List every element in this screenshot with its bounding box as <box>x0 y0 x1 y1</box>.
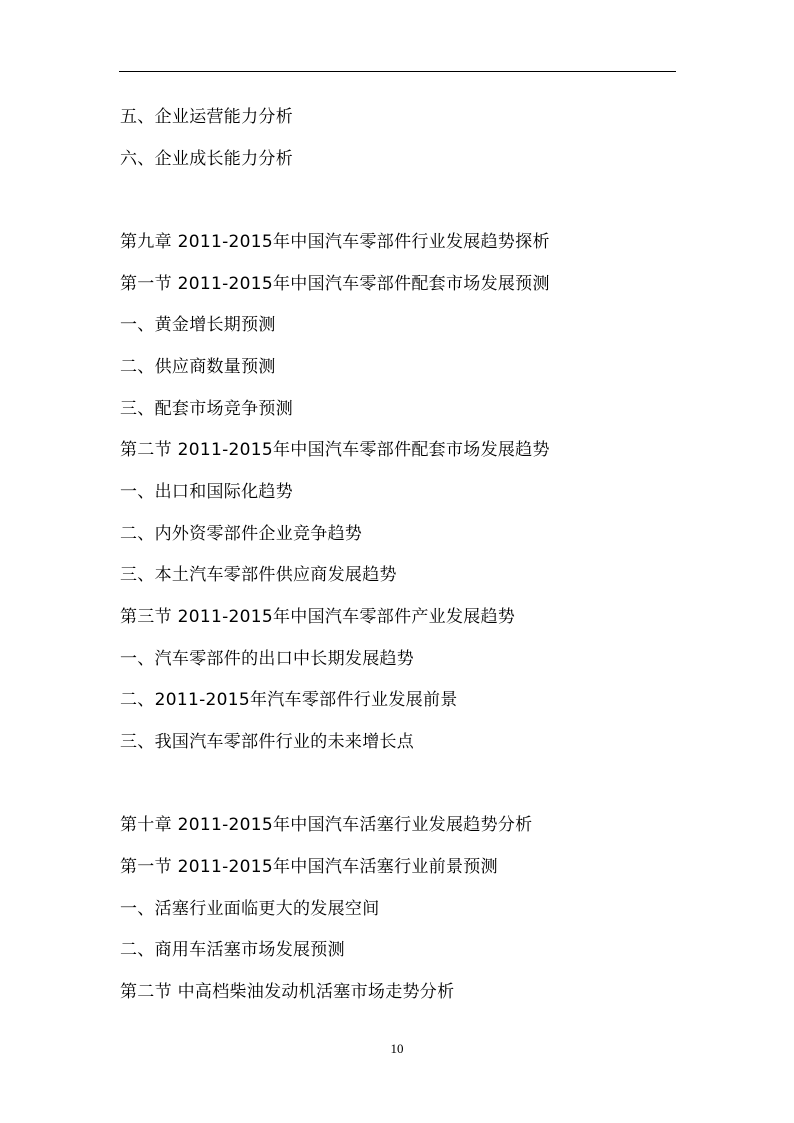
toc-section-heading: 第一节 2011-2015年中国汽车零部件配套市场发展预测 <box>120 274 550 294</box>
toc-section-heading: 第二节 中高档柴油发动机活塞市场走势分析 <box>120 982 455 1002</box>
toc-item: 五、企业运营能力分析 <box>120 107 293 127</box>
toc-item: 三、配套市场竞争预测 <box>120 399 293 419</box>
page-number: 10 <box>390 1041 404 1056</box>
toc-section-heading: 第一节 2011-2015年中国汽车活塞行业前景预测 <box>120 857 498 877</box>
toc-item: 二、内外资零部件企业竞争趋势 <box>120 524 363 544</box>
toc-item: 六、企业成长能力分析 <box>120 149 293 169</box>
toc-chapter-heading: 第十章 2011-2015年中国汽车活塞行业发展趋势分析 <box>120 815 533 835</box>
toc-item: 一、出口和国际化趋势 <box>120 482 293 502</box>
toc-item: 二、2011-2015年汽车零部件行业发展前景 <box>120 690 458 710</box>
toc-item: 一、汽车零部件的出口中长期发展趋势 <box>120 649 415 669</box>
toc-item: 二、供应商数量预测 <box>120 357 276 377</box>
toc-section-heading: 第二节 2011-2015年中国汽车零部件配套市场发展趋势 <box>120 440 550 460</box>
toc-item: 三、我国汽车零部件行业的未来增长点 <box>120 732 415 752</box>
toc-item: 一、黄金增长期预测 <box>120 315 276 335</box>
toc-chapter-heading: 第九章 2011-2015年中国汽车零部件行业发展趋势探析 <box>120 232 550 252</box>
toc-item: 三、本土汽车零部件供应商发展趋势 <box>120 565 397 585</box>
toc-item: 二、商用车活塞市场发展预测 <box>120 940 345 960</box>
toc-item: 一、活塞行业面临更大的发展空间 <box>120 899 380 919</box>
toc-section-heading: 第三节 2011-2015年中国汽车零部件产业发展趋势 <box>120 607 516 627</box>
